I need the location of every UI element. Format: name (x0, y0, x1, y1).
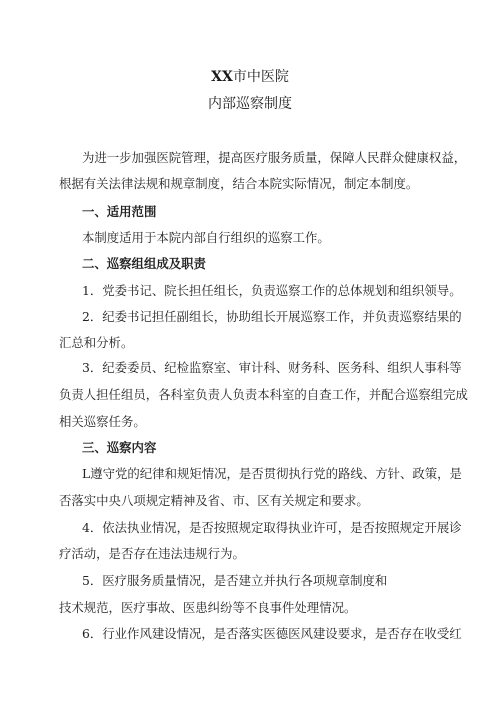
content-1-line-1: L遵守党的纪律和规矩情况，是否贯彻执行党的路线、方针、政策，是 (82, 466, 462, 481)
item-2-line-1: 2．纪委书记担任副组长，协助组长开展巡察工作，并负责巡察结果的 (82, 309, 462, 324)
intro-line-2: 根据有关法律法规和规章制度，结合本院实际情况，制定本制度。 (59, 176, 419, 191)
document-subtitle: 内部巡察制度 (208, 96, 292, 112)
content-1-line-2: 否落实中央八项规定精神及省、市、区有关规定和要求。 (59, 493, 369, 508)
content-4-line-2: 疗活动，是否存在违法违规行为。 (59, 546, 245, 561)
document-title-prefix: XX (211, 69, 233, 85)
content-4-line-1: 4．依法执业情况，是否按照规定取得执业许可，是否按照规定开展诊 (82, 520, 462, 535)
section-1-heading: 一、适用范围 (82, 204, 157, 219)
section-1-text: 本制度适用于本院内部自行组织的巡察工作。 (82, 230, 330, 245)
intro-line-1: 为进一步加强医院管理，提高医疗服务质量，保障人民群众健康权益， (82, 150, 467, 165)
content-5-line-1: 5．医疗服务质量情况，是否建立并执行各项规章制度和 (82, 573, 388, 588)
item-3-line-3: 相关巡察任务。 (59, 414, 146, 429)
content-6-line-1: 6．行业作风建设情况，是否落实医德医风建设要求，是否存在收受红 (82, 626, 462, 641)
item-3-line-1: 3．纪委委员、纪检监察室、审计科、财务科、医务科、组织人事科等 (82, 360, 462, 375)
section-2-heading: 二、巡察组组成及职责 (82, 256, 206, 271)
item-2-line-2: 汇总和分析。 (59, 335, 134, 350)
document-title (0, 68, 500, 86)
section-3-heading: 三、巡察内容 (82, 440, 157, 455)
item-1-line: 1．党委书记、院长担任组长，负责巡察工作的总体规划和组织领导。 (82, 283, 462, 298)
document-title-rest: 市中医院 (232, 69, 289, 85)
content-5-line-2: 技术规范，医疗事故、医患纠纷等不良事件处理情况。 (59, 600, 357, 615)
item-3-line-2: 负责人担任组员，各科室负责人负责本科室的自查工作，并配合巡察组完成 (59, 387, 468, 402)
